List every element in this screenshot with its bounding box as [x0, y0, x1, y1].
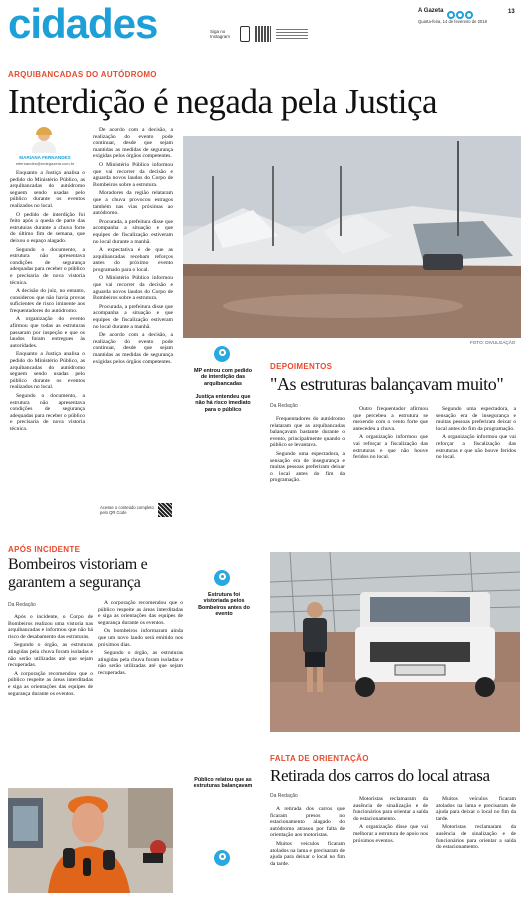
paragraph: Segundo uma espectadora, a sensação era de insegurança e muitas pessoas preferiram deixar o local antes do fim da programação.	[270, 450, 345, 484]
paragraph: Muitos veículos ficaram atolados na lama e precisaram de ajuda para deixar o local no fim da tarde.	[270, 840, 345, 867]
paragraph: Segundo o documento, a estrutura não apresentava condições de segurança adequadas para receber o público e precisaria de nova vistoria técnica.	[10, 393, 85, 432]
info-icon	[214, 346, 230, 362]
phone-icon	[240, 26, 250, 42]
page-number: 13	[508, 9, 515, 15]
paragraph: A organização informou que vai reforçar a fiscalização das estruturas e que não houve feridos no local.	[353, 434, 428, 461]
paragraph: Enquanto a Justiça analisa o pedido do Ministério Público, as arquibancadas do autódromo seguem sendo usadas pelo público durante os eventos realizados no local.	[10, 351, 85, 391]
main-kicker: ARQUIBANCADAS DO AUTÓDROMO	[8, 70, 157, 79]
collapsed-stands-photo	[183, 136, 521, 338]
paragraph: A corporação recomendou que o público respeite as áreas interditadas e siga as orientações das equipes de segurança durante os eventos.	[98, 600, 183, 626]
paragraph: O Ministério Público informou que vai recorrer da decisão e aguarda novos laudos do Corpo de Bombeiros sobre a estrutura.	[93, 161, 173, 188]
story4-text-col2	[353, 796, 428, 896]
paragraph: A corporação recomendou que o público respeite as áreas interditadas e siga as orientações das equipes de segurança durante os eventos.	[8, 670, 93, 697]
info-icon	[214, 850, 230, 866]
story2-text-col1	[270, 416, 345, 546]
header-mini-text	[276, 29, 308, 39]
main-text-col1	[10, 170, 85, 515]
side-note: Justiça entendeu que não há risco imediato para o público	[195, 394, 251, 413]
paragraph: A organização informou que vai reforçar a fiscalização das estruturas e que não houve feridos no local.	[436, 434, 516, 461]
paragraph: De acordo com a decisão, a realização do evento pode continuar, desde que sejam mantidas as medidas de segurança exigidas pelos órgãos competentes.	[93, 332, 173, 365]
story2-headline: "As estruturas balançavam muito"	[270, 374, 504, 394]
social-label: Siga no Instagram	[210, 29, 231, 39]
qr-note: Acesse o conteúdo completo pelo QR Code	[100, 505, 154, 515]
story4-headline: Retirada dos carros do local atrasa	[270, 766, 490, 785]
paragraph: De acordo com a decisão, a realização do evento pode continuar, desde que sejam mantidas as medidas de segurança exigidas pelos órgãos competentes.	[93, 127, 173, 160]
paragraph: Segundo o órgão, as estruturas atingidas pela chuva foram isoladas e não serão utilizadas até que sejam recuperadas.	[8, 642, 93, 669]
paragraph: Moradores da região relataram que a chuva provocou estragos também nas vias próximas ao autódromo.	[93, 190, 173, 217]
story4-byline: Da Redação	[270, 793, 298, 799]
side-note: Público relatou que as estruturas balançavam	[193, 777, 253, 790]
story4-text-col3	[436, 796, 516, 896]
paragraph: Enquanto a Justiça analisa o pedido do Ministério Público, as arquibancadas do autódromo seguem sendo usadas pelo público durante os eventos realizados no local.	[10, 170, 85, 209]
story2-text-col3	[436, 406, 516, 546]
main-text-col2	[93, 127, 173, 497]
paragraph: Motoristas reclamaram da ausência de sinalização e de funcionários para orientar a saída do estacionamento.	[436, 824, 516, 851]
paragraph: Outro frequentador afirmou que percebeu a estrutura se mexendo com o vento forte que antecedeu a chuva.	[353, 406, 428, 432]
photo-credit: FOTO: DIVULGAÇÃO	[470, 340, 516, 345]
social-box	[210, 25, 310, 45]
paragraph: A decisão do juiz, no entanto, considerou que não havia provas suficientes de risco iminente aos frequentadores do autódromo.	[10, 288, 85, 314]
story3-text-col2	[98, 600, 183, 780]
qr-code-icon	[158, 503, 172, 517]
story2-byline: Da Redação	[270, 403, 298, 409]
paragraph: Motoristas reclamaram da ausência de sinalização e de funcionários para orientar a saída do estacionamento.	[353, 796, 428, 822]
main-photo	[183, 136, 521, 338]
story2-text-col2	[353, 406, 428, 546]
paragraph: A expectativa é de que as arquibancadas recebam reforços antes do próximo evento programado para o local.	[93, 247, 173, 273]
info-icon	[214, 570, 230, 586]
firefighter-interview-photo	[8, 788, 173, 893]
firefighter-photo	[8, 788, 173, 893]
paragraph: A retirada dos carros que ficaram presos no estacionamento alagado do autódromo atrasou por falta de orientação aos motoristas.	[270, 806, 345, 839]
pickup-truck-photo	[270, 552, 520, 732]
paragraph: Procurada, a prefeitura disse que acompanha a situação e que equipes de fiscalização estiveram no local durante a manhã.	[93, 303, 173, 330]
side-note: MP entrou com pedido de interdição das arquibancadas	[193, 368, 252, 387]
story3-byline: Da Redação	[8, 602, 36, 608]
story4-text-col1	[270, 806, 345, 896]
side-note: Estrutura foi vistoriada pelos Bombeiros antes do evento	[198, 592, 250, 618]
paragraph: Segundo o órgão, as estruturas atingidas pela chuva foram isoladas e não serão utilizadas até que sejam recuperadas.	[98, 650, 183, 676]
story2-kicker: DEPOIMENTOS	[270, 362, 333, 371]
brand-name: A Gazeta	[418, 8, 444, 14]
paragraph: Muitos veículos ficaram atolados na lama e precisaram de ajuda para deixar o local no fim da tarde.	[436, 796, 516, 822]
paragraph: Frequentadores do autódromo relataram que as arquibancadas balançavam bastante durante o evento, principalmente quando o público se levantava.	[270, 416, 345, 449]
story3-text-col1	[8, 614, 93, 779]
author-photo	[30, 127, 58, 153]
story3-kicker: APÓS INCIDENTE	[8, 545, 81, 554]
paragraph: O pedido de interdição foi feito após a queda de parte das estruturas durante a chuva forte do último fim de semana, que deixou o espaço alagado.	[10, 211, 85, 244]
paragraph: A organização disse que vai melhorar a estrutura de apoio nos próximos eventos.	[353, 824, 428, 844]
paragraph: Após o incidente, o Corpo de Bombeiros realizou uma vistoria nas arquibancadas e informou que não há risco de desabamento das estruturas.	[8, 614, 93, 640]
paragraph: A organização do evento afirmou que todas as estruturas passaram por inspeção e que os laudos foram entregues às autoridades.	[10, 316, 85, 349]
paragraph: Segundo uma espectadora, a sensação era de insegurança e muitas pessoas preferiram deixar o local antes do fim da programação.	[436, 406, 516, 432]
section-title: cidades	[8, 0, 158, 47]
issue-date: Quarta-feira, 14 de fevereiro de 2018	[418, 19, 487, 24]
paragraph: Os bombeiros informaram ainda que um novo laudo será emitido nos próximos dias.	[98, 628, 183, 648]
story4-kicker: FALTA DE ORIENTAÇÃO	[270, 754, 369, 763]
author-name: MARIANA FERNANDES	[19, 155, 71, 160]
main-headline: Interdição é negada pela Justiça	[8, 82, 438, 121]
story3-headline: Bombeiros vistoriam e garantem a segurança	[8, 556, 148, 591]
paragraph: Segundo o documento, a estrutura não apresentava condições de segurança adequadas para receber o público e precisaria de nova vistoria técnica.	[10, 246, 85, 286]
pickup-photo	[270, 552, 520, 732]
paragraph: O Ministério Público informou que vai recorrer da decisão e aguarda novos laudos do Corpo de Bombeiros sobre a estrutura.	[93, 275, 173, 302]
author-role: mfernandes@redegazeta.com.br	[15, 161, 75, 166]
paragraph: Procurada, a prefeitura disse que acompanha a situação e que equipes de fiscalização estiveram no local durante a manhã.	[93, 218, 173, 245]
qr-code-icon	[255, 26, 271, 42]
